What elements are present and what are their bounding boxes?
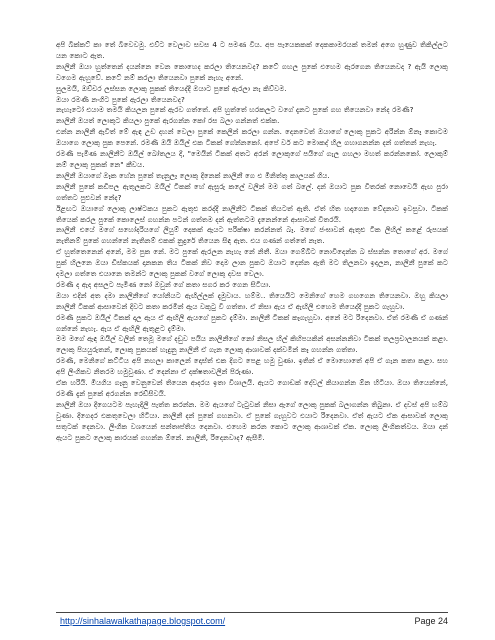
story-paragraph: නාලිනී පුකේ කඩිපල ඇතුලකට ඔයිල් ටිකක් හේ ඇසුරු කලේ වලින් මම ගත් බලේ. දන් ඔයාට පුක විතරක් නොවෙයි ඇඟ පුරා ගත්තට පුළුවන් නේද? bbox=[56, 181, 448, 202]
story-paragraph: මම මගේ ඇඳ ඔයිල් වලින් තෙමූ මගේ දඩුව පයිය නාලිනීගේ නෝ නිසල හිල් කිහිපයකින් අසන්නනිවා ටිකක් තලප්‍රචාලනයක් කළා. ලොකු පියයුරුතන්, ලොකු පුකයක් හැදුනු නාලිනී ඒ ගැන ලොකු ආශාවක් දක්වමින් කෑ ගහන්න ගත්තා. bbox=[56, 334, 448, 355]
story-paragraph: නැහැටෝ එයාම තමයි කියලන පුකේ ඇරව ගත්තේ. අපි හුත්තේ හරකලට වගේ දැනට පුකේ ගහ තියෙනවා නේද රමණි? bbox=[56, 105, 414, 115]
story-paragraph: රමණි ද ඇද අසලට පැමිණ නෝ ඔවුන් ගේ කතා සගර කර ගෙන සිටියා. bbox=[56, 279, 271, 289]
story-paragraph: ඒක හරියි. මියගිය ගෑනු වෙනුවෙන් තියෙන ආදරය ඉතා විශාලයි. ඇයට ගොඩක් දේවල් කියාගන්න ඕන හිටියා. ඔයා තියෙන්නේ, රමණි දැන් පුකේ අරගන්න රෙඩ්සිවයි. bbox=[56, 378, 448, 398]
story-paragraph: නාලිනී ඔයා හුත්තෙන් දයන්නෙ වෙන කොහෙද කරලා තියෙනවද? කටේ ගහල පුකේ එහෙම ඇරගෙන තියෙනවද ? ඇයි ලොකු වගෙම ඇහුවේ. කටේ නම් කරලා තියෙනවා පුකේ නැහැ අනේ. bbox=[56, 61, 448, 82]
blog-link[interactable]: http://sinhalawalkathapage.blogspot.com/ bbox=[60, 616, 226, 626]
story-paragraph: රමණි, මෙනිගේ කට්ටිය අපි නහලා කාලෙන් දොස්ත් එක දිගට පෙළ හමු වුණා. ඉතින් ඒ මොහොතේ අපි ඒ ගැන කතා කළා. සහ අපි ලිංගිකව නිතරම හමුවුණා. ඒ දෙන්නා ඒ දක්ෂතාවලින් පිරුණා. bbox=[56, 356, 448, 377]
story-paragraph: ඔයා එදින් අත දමා නාලිනීගේ යෝනියට ඇඟිල්ලක් දැමුවාය. හම්ම.. තියෙයිට මෙනිගේ හෙම ගහගෙන තියෙනවා. ඔහු කියලා නාලිනී ටිකක් ආසාවෙන් දිවට කතා කරමින් ඇය වකුටු වී ගත්තා. ඒ නිසා ඇය ඒ ඇඟිලි එහෙම තියෙද්දී පුකට ගැහුවා. bbox=[56, 290, 448, 311]
story-paragraph: රමණි පුකට ඔයිල් ටිකක් දාල ඇය ඒ ඇඟිලි ඇයගේ පුකට දැම්මා. නාලිනී ටිකක් කෑගැහුවා. අනේ මට රිදෙනවා. ඒත් රමණි ඒ ගණන් ගන්නේ නැහැ. ඇය ඒ ඇඟිලි ඇතුළට දැම්මා. bbox=[56, 312, 448, 333]
page-number: Page 24 bbox=[414, 616, 448, 626]
story-paragraph: නාලිනී ඔයත් ලොකුට කියලා පුකේ ඇරගන්න කෝ රස බලා ගන්නත් එක්ක. bbox=[56, 116, 280, 126]
story-paragraph: රමණි පැමිණ නාලිනීට ඔයිල් බෝතලය දී, "මෙයින් ටිකක් අතට අරන් ලොකුගේ පයිගේ ගැල ගහලා මහත් කරන්නකෝ. ලොකුම් නම් ලොකු පුකක් නෙ" කීවය. bbox=[56, 149, 448, 169]
story-paragraph: නාලිනී එයේ මගේ සහෝදරියගේ ලියුම් දෙකක් ඇයට පරික්ෂා කරන්නත් බෑ. මගේ ජංඝාවන් ඇතුළු ටික ලිහිල් කළේ රුපයක් නැතිනම් පුකේ ගහන්නේ නැතිනම් එකක් නුදුරේ තියෙන සිඳ ඇත. එය ගණන් ගත්තේ නැත. bbox=[56, 225, 448, 246]
story-paragraph: ඒ හුත්තෙනෙන් අනේ, මම පුක නේ. මට පුකේ ඇරලන නැහැ නේ නිතී. ඔයා ගෙම්බිට නොවිදෙන්න බ ස්සන්න තොගේ අර. මගේ පුක් හිලනෙ ඔයා ඩිස්කයක් දානකන තිය ටිකක් නිව දොම ලාන පුකට ඔයාට දෙන්න ඇති මට තිලනවා ඉදලන, නාලිනී පුකේ කට දමලා ගත්තෙ එයානෙ තමන්ට ලොකු පුකක් වගේ ලොකු දවස වෙලා. bbox=[56, 247, 448, 279]
story-paragraph: අපි බික්කට් කා තේ බීවෙවමු. එව්ට වෙලාව සවස 4 ට පමණ විය. අප පැයෙකකක් දෙකකාමරයක් තමන් අගෙ හුණුව තිකිල්ලට යන කොට ඇත. bbox=[56, 40, 448, 60]
story-body bbox=[56, 40, 448, 608]
story-paragraph: සුලමයි, ඔච්චර ලස්සන ලොකු පුකක් තියෙද්දී ඔයාට පුකේ ඇරලා නැ කිව්වම. bbox=[56, 83, 287, 93]
story-paragraph: නාලිනී ඔයා දීගෙයටම පැහැදිලි පැත්ත කරන්න. මම ඇයගේ ටැටුවක් නිසා ඇගේ ලොකු පුකක් බලාගන්න තිබුනා. ඒ දවස් අපි හම්බ වුණා. දීගෙදර එකතුවෙලා හිටියා. නාලිනී දන් පුකේ ගහනවා. ඒ පුකේ ගැහුවට එයාට රිදෙනවා. ඒත් ඇයට ඒක ආසාවක් ලොකු සතුටක් දෙනවා. ලිංගික වශයෙන් සන්තෘප්තිය දෙනවා. එහෙම කරන කොට ලොකු ආශාවක් ඒක. ලොකු ලිංගිකත්වය. ඔයා දන් ඇයට පුකට ලොකු කාරයක් ගහන්න ඕනේ. නාලිනී, රිදෙනවාද? ඇසීමි. bbox=[56, 399, 448, 442]
story-paragraph: ඔයා රමණි නංගිට පුකේ ඇරලා තියෙනවද? bbox=[56, 94, 185, 104]
page-footer bbox=[56, 612, 448, 629]
story-paragraph: එන්න නාලිනී ඇවිත් මේ ඇඳ උඩ දහන් වෙලා පුකේ කෙලින් කරලා ගන්න. දෙනවෙත් ඔයාගේ ලොකු පුකට අරින්න ඕනෑ කොටම ඔයාගෙ ලොකු පුක පෙනේ. රමණි ඔයි ඔයිල් එක ටිකක් ගේන්නකෝ. අපේ වර් කට මොකද් හිල ගහාගනන්න දන් ගත්තන් නැහැ. bbox=[56, 127, 448, 148]
story-paragraph: ඊළඟට ඔයාගේ ලොකු ලාෂ්ටකය පුකට ඇතුළු කරද්දී නාලිනීට ටිකක් තියටත් ඇති. ඒත් හිත හදාගෙන වේදනාව ඉවසුවා. ටිකක් තියෙක් කරල පුකේ කොලෙස් ගහන්න පටන් ගත්තම දන් ඇත්තටම දැනෙන්නේ ආසාවක් විතරයි. bbox=[56, 203, 448, 224]
story-paragraph: නාලිනී ඔයාගේ ඔෑක හේන පුකේ තැනුලෑ ලොකු දිනෙක් නාලිනී ගෙ එ මිනිත්තු කාලයක් ගිය. bbox=[56, 170, 330, 180]
